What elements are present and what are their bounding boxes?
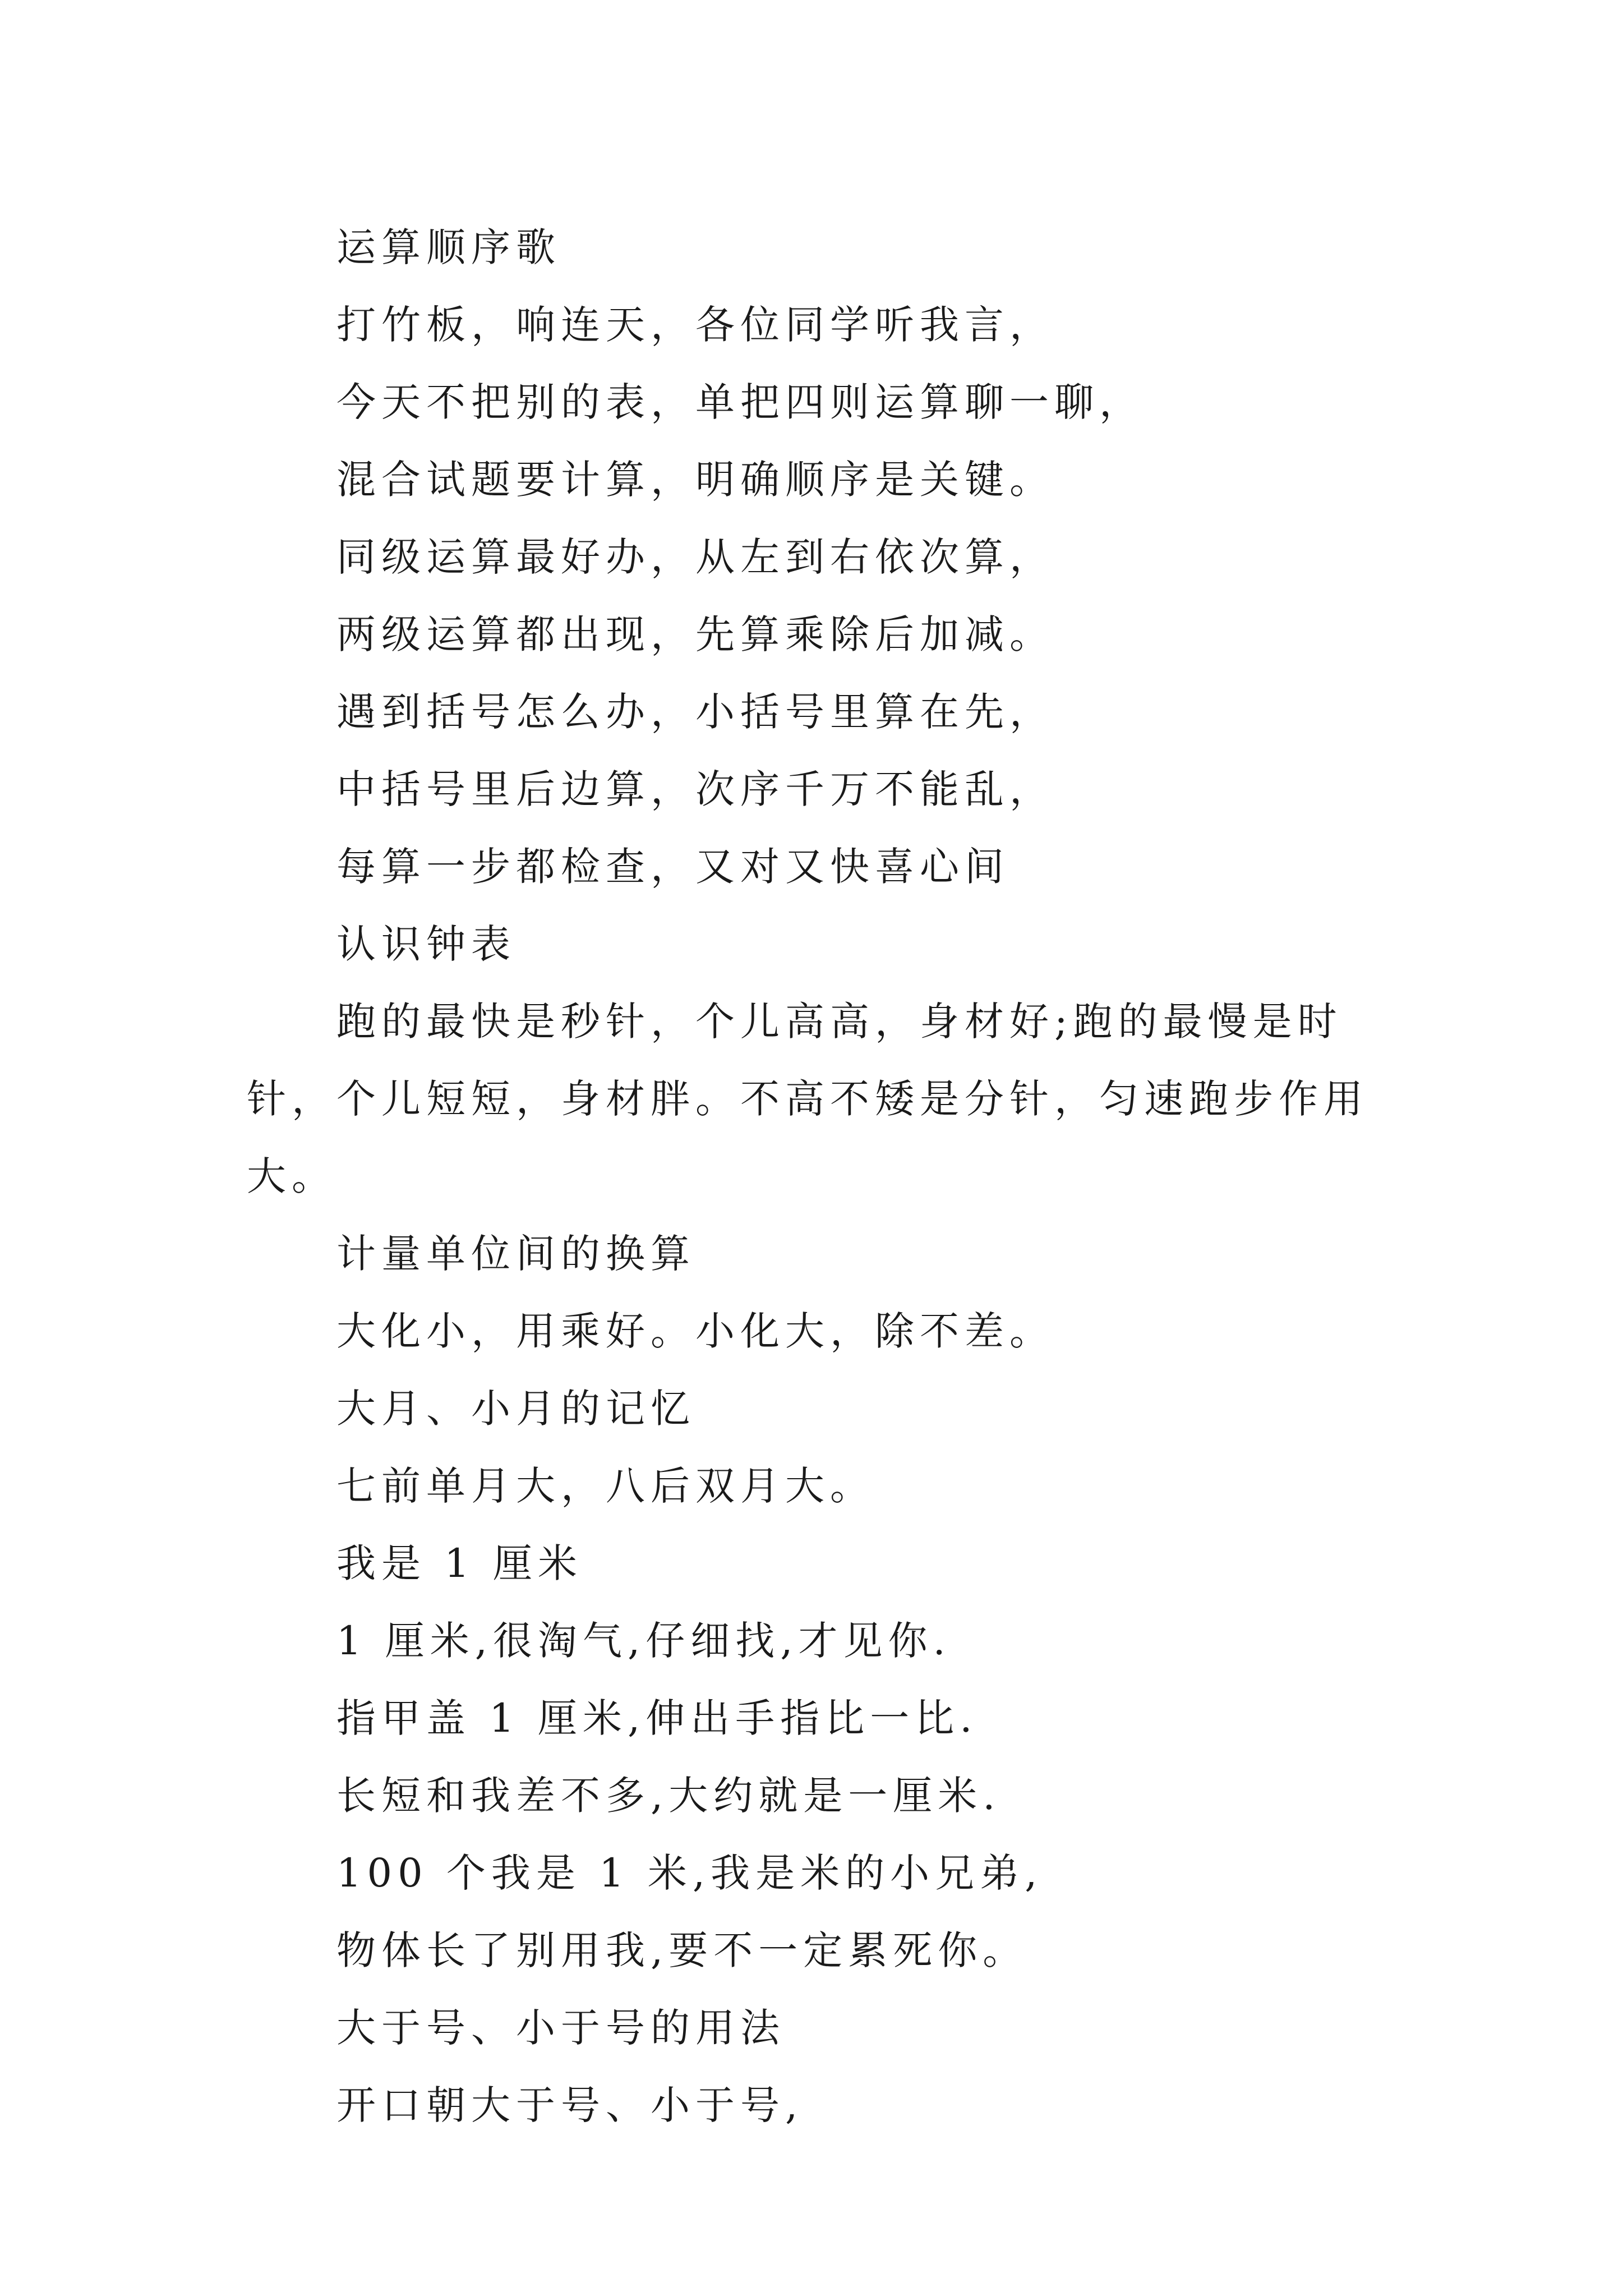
document-body	[247, 209, 1424, 2144]
heading-clock: 认识钟表	[336, 921, 516, 967]
verse-line: 物体长了别用我,要不一定累死你。	[336, 1927, 1028, 1973]
verse-line: 每算一步都检查，又对又快喜心间	[336, 844, 1009, 890]
verse-line: 100 个我是 1 米,我是米的小兄弟,	[336, 1850, 1043, 1896]
verse-line: 今天不把别的表，单把四则运算聊一聊，	[336, 379, 1144, 425]
verse-line: 同级运算最好办，从左到右依次算，	[336, 534, 1054, 580]
verse-line: 遇到括号怎么办，小括号里算在先，	[336, 689, 1054, 735]
clock-paragraph: 跑的最快是秒针，个儿高高，身材好;跑的最慢是时针，个儿短短，身材胖。不高不矮是分针，匀速跑步作用大。	[247, 999, 1368, 1199]
heading-greater-less-signs: 大于号、小于号的用法	[336, 2005, 785, 2051]
verse-line: 混合试题要计算，明确顺序是关键。	[336, 457, 1054, 503]
verse-line: 两级运算都出现，先算乘除后加减。	[336, 611, 1054, 657]
verse-line: 开口朝大于号、小于号,	[336, 2082, 804, 2128]
verse-line: 大化小，用乘好。小化大，除不差。	[336, 1308, 1054, 1354]
verse-line: 1 厘米,很淘气,仔细找,才见你.	[336, 1618, 951, 1664]
heading-one-centimeter: 我是 1 厘米	[336, 1540, 583, 1586]
verse-line: 指甲盖 1 厘米,伸出手指比一比.	[336, 1695, 978, 1741]
verse-line: 打竹板，响连天，各位同学听我言，	[336, 302, 1054, 348]
verse-line: 七前单月大，八后双月大。	[336, 1463, 875, 1509]
verse-line: 中括号里后边算，次序千万不能乱，	[336, 766, 1054, 812]
verse-line: 长短和我差不多,大约就是一厘米.	[336, 1773, 1001, 1819]
heading-big-small-months: 大月、小月的记忆	[336, 1386, 695, 1432]
heading-unit-conversion: 计量单位间的换算	[336, 1231, 695, 1277]
heading-operation-order-song: 运算顺序歌	[336, 224, 561, 270]
